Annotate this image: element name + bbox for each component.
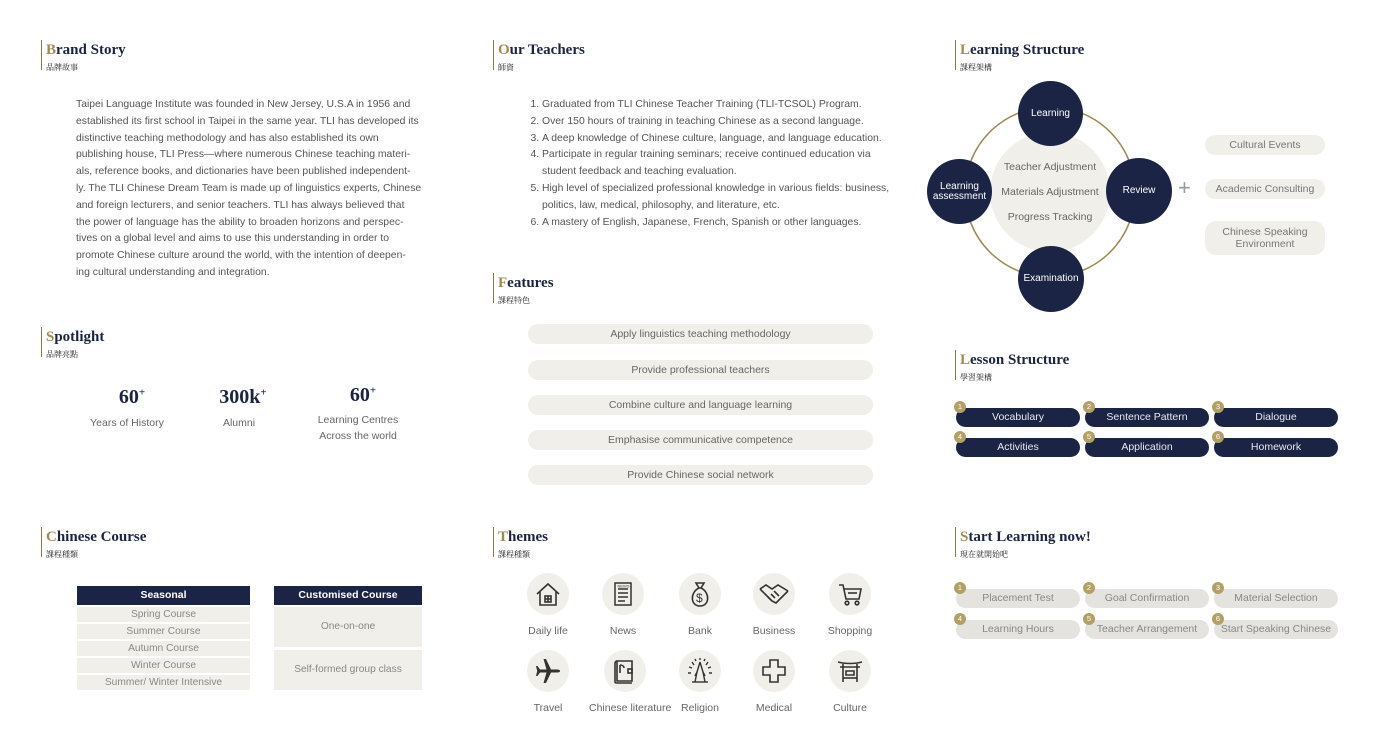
feature-item: Provide professional teachers [528,360,873,380]
seasonal-item: Spring Course [77,607,250,622]
extra-item: Cultural Events [1205,135,1325,155]
title-initial: F [498,275,508,291]
brand-story-line: established its first school in Taipei in the same year. TLI has developed its [76,115,419,127]
book-icon [610,656,640,686]
subtitle: 學習架構 [960,373,992,382]
title-text: ur Teachers [509,42,585,58]
cycle-learning-node: Learning [1018,81,1083,146]
list-item: 6. A mastery of English, Japanese, French, Spanish or other languages. [542,215,922,232]
theme-bank: $ Bank [664,573,736,637]
stat-centres-label: Learning Centres Across the world [317,414,399,442]
title-initial: O [498,42,510,58]
subtitle: 品牌亮點 [46,350,78,359]
stat-years-label: Years of History [90,417,164,429]
plus-icon: + [1178,175,1191,200]
money-bag-icon [685,579,715,609]
lesson-step: 1 Vocabulary [956,408,1080,427]
custom-course-item: One-on-one [274,607,422,647]
stat-alumni-label: Alumni [222,417,256,429]
title-text: earning Structure [970,42,1085,58]
brand-story-line: promote Chinese culture around the world, with the intention of deepen- [76,250,406,262]
cycle-review-node: Review [1106,158,1172,224]
start-step: 4 Learning Hours [956,620,1080,639]
list-item: 4. Participate in regular training seminars; receive continued education via student feedback and teaching evaluation. [542,147,887,181]
title-text: tart Learning now! [968,529,1091,545]
subtitle: 課程種類 [46,550,78,559]
list-item: 1. Graduated from TLI Chinese Teacher Training (TLI-TCSOL) Program. [542,97,922,114]
theme-religion: Religion [664,650,736,714]
theme-shopping: Shopping [814,573,886,637]
title-text: eatures [507,275,554,291]
feature-item: Provide Chinese social network [528,465,873,485]
stat-years-number: 60+ [118,386,146,408]
subtitle: 課程特色 [498,296,530,305]
handshake-icon [758,579,790,609]
seasonal-item: Summer Course [77,624,250,639]
title-text: esson Structure [970,352,1070,368]
title-text: potlight [54,329,105,345]
brand-story-line: and foreign lecturers, and senior teachers. TLI has always believed that [76,199,405,211]
cycle-assessment-node: Learning assessment [927,159,992,224]
teacher-qualifications-list [528,97,922,231]
title-text: rand Story [56,42,126,58]
theme-travel: Travel [512,650,584,714]
seasonal-item: Summer/ Winter Intensive [77,675,250,690]
learning-center-list: Teacher Adjustment Materials Adjustment Progress Tracking [1001,161,1099,223]
theme-daily-life: Daily life [512,573,584,637]
list-item: 2. Over 150 hours of training in teaching Chinese as a second language. [542,114,922,131]
list-item: 3. A deep knowledge of Chinese culture, language, and language education. [542,131,922,148]
subtitle: 現在就開始吧 [960,550,1008,559]
svg-text:$: $ [696,591,703,605]
extra-item: Academic Consulting [1205,179,1325,199]
title-initial: S [960,529,969,545]
brand-story-line: Taipei Language Institute was founded in New Jersey, U.S.A in 1956 and [76,99,411,110]
seasonal-item: Winter Course [77,658,250,673]
title-text: hinese Course [56,529,147,545]
theme-medical: Medical [738,650,810,714]
feature-item: Emphasise communicative competence [528,430,873,450]
brand-story-line: tives on a global level and aims to use this understanding in order to [76,233,390,245]
custom-course-header: Customised Course [274,586,422,605]
lesson-step: 2 Sentence Pattern [1085,408,1209,427]
lesson-step: 5 Application [1085,438,1209,457]
brand-story-line: publishing house, TLI Press—where numerous Chinese teaching materi- [76,149,411,161]
start-step: 1 Placement Test [956,589,1080,608]
brand-story-line: ly. The TLI Chinese Dream Team is made up of linguistics experts, Chinese [76,182,422,194]
title-initial: L [960,352,971,368]
seasonal-item: Autumn Course [77,641,250,656]
lesson-step: 4 Activities [956,438,1080,457]
subtitle: 課程架構 [960,63,992,72]
brand-story-line: the power of language has the ability to broaden horizons and perspec- [76,216,404,228]
newspaper-icon [608,579,638,609]
praying-hands-icon [684,656,716,686]
list-item: 5. High level of specialized professional knowledge in various fields: business, politics, law, medical, philosophy, and literature, etc. [542,181,902,215]
subtitle: 品牌故事 [46,63,78,72]
brand-story-line: als, reference books, and dictionaries have been published independent- [76,166,411,178]
stat-centres-number: 60+ [349,384,377,406]
feature-item: Combine culture and language learning [528,395,873,415]
stat-alumni-number: 300k+ [219,386,267,408]
lesson-step: 6 Homework [1214,438,1338,457]
medical-cross-icon [759,656,789,686]
start-step: 6 Start Speaking Chinese [1214,620,1338,639]
svg-text:NEWS: NEWS [617,583,630,589]
extra-item: Chinese Speaking Environment [1205,221,1325,255]
start-step: 5 Teacher Arrangement [1085,620,1209,639]
seasonal-header: Seasonal [77,586,250,605]
title-initial: T [498,529,509,545]
theme-business: Business [738,573,810,637]
lesson-step: 3 Dialogue [1214,408,1338,427]
temple-gate-icon [835,656,865,686]
subtitle: 課程種類 [498,550,530,559]
cycle-examination-node: Examination [1018,246,1084,312]
brand-story-line: distinctive teaching methodology and has also established its own [76,132,379,144]
subtitle: 師資 [498,63,514,72]
brand-story-text [76,97,436,282]
title-initial: C [46,529,57,545]
theme-news: NEWS News [587,573,659,637]
title-initial: S [46,329,55,345]
theme-chinese-literature: Chinese literature [589,650,661,714]
airplane-icon [533,656,563,686]
title-initial: B [46,42,57,58]
theme-culture: Culture [814,650,886,714]
title-initial: L [960,42,971,58]
brand-story-line: ing cultural understanding and integration. [76,266,270,278]
feature-item: Apply linguistics teaching methodology [528,324,873,344]
start-step: 3 Material Selection [1214,589,1338,608]
shopping-cart-icon [835,579,865,609]
house-icon [533,579,563,609]
custom-course-item: Self-formed group class [274,650,422,690]
title-text: hemes [508,529,549,545]
start-step: 2 Goal Confirmation [1085,589,1209,608]
